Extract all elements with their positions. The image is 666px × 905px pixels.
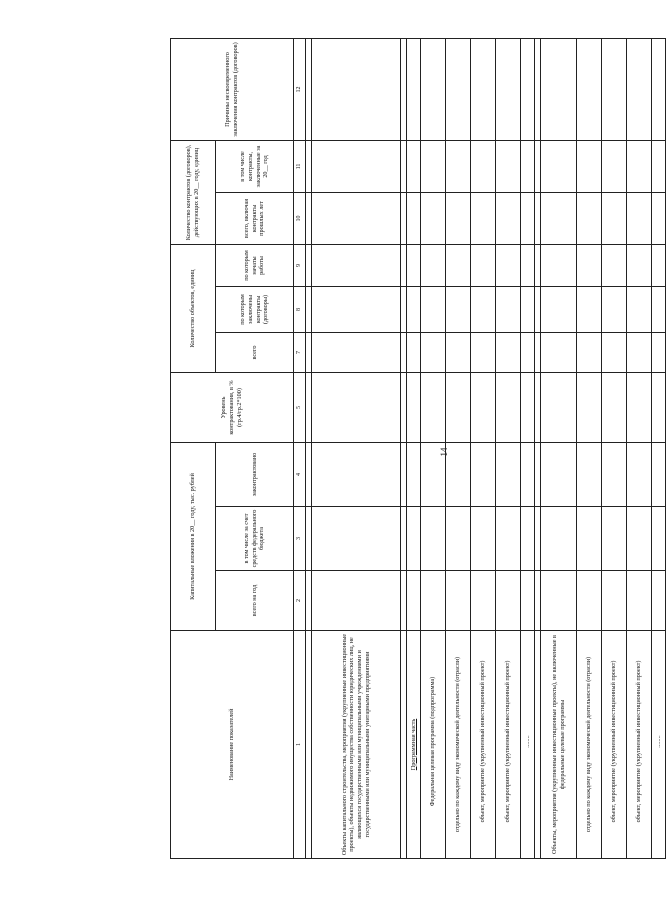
header-capital-contracted: законтрактовано [216, 442, 294, 506]
table-row [602, 38, 627, 858]
row-label: Объекты капитального строительства, мероприятия (укрупненные инвестиционные проекты), объекты недвижимого имущества собственности юридических лиц, не являющихся государственными или муниципальными учреждениями и государственными или муниципальными унитарными предприятиями [312, 631, 401, 859]
col-number: 7 [294, 332, 306, 372]
header-contracts-group: Количество контрактов (договоров), действующих в 20__ году, единиц [171, 140, 216, 244]
contracts-table [170, 38, 666, 859]
rotated-table-container [170, 39, 662, 859]
header-contracts-year: в том числе контракты, заключенные за 20__ год [216, 140, 294, 192]
column-number-row [294, 38, 306, 858]
header-objects-total: всего [216, 332, 294, 372]
header-objects-contracts: по которым заключены контракты (договоры) [216, 286, 294, 332]
table-row [407, 38, 421, 858]
header-name: Наименование показателей [171, 631, 294, 859]
row-label: отдельно по каждому виду экономической деятельности (отрасли) [577, 631, 602, 859]
header-capital-group: Капитальные вложения в 20__ году, тыс. рублей [171, 442, 216, 630]
row-label: Федеральная целевая программа (подпрограмма) [421, 631, 446, 859]
col-number: 2 [294, 571, 306, 631]
table-row [421, 38, 446, 858]
col-number: 10 [294, 192, 306, 244]
row-label: объект, мероприятие (укрупненный инвестиционный проект) [471, 631, 496, 859]
row-label: объект, мероприятие (укрупненный инвестиционный проект) [602, 631, 627, 859]
header-level: Уровень контрактования, в % (гр.4/гр.2*100) [171, 372, 294, 442]
col-number: 11 [294, 140, 306, 192]
table-row [541, 38, 577, 858]
col-number: 5 [294, 372, 306, 442]
table-row [627, 38, 652, 858]
header-objects-work: по которым начаты работы [216, 244, 294, 286]
header-contracts-total: всего, включая контракты прошлых лет [216, 192, 294, 244]
table-row [577, 38, 602, 858]
col-number: 12 [294, 38, 306, 140]
col-number: 8 [294, 286, 306, 332]
row-label: объект, мероприятие (укрупненный инвестиционный проект) [627, 631, 652, 859]
row-label: ........ [652, 631, 666, 859]
table-row [312, 38, 401, 858]
header-capital-total: всего на год [216, 571, 294, 631]
row-label: Программная часть [407, 631, 421, 859]
page-number: 14 [439, 447, 449, 457]
header-objects-group: Количество объектов, единиц [171, 244, 216, 372]
table-stage [170, 39, 662, 859]
table-row [446, 38, 471, 858]
table-row [521, 38, 535, 858]
row-label: объект, мероприятие (укрупненный инвестиционный проект) [496, 631, 521, 859]
header-capital-federal: в том числе за счет средств федерального бюджета [216, 507, 294, 571]
col-number: 1 [294, 631, 306, 859]
table-row [496, 38, 521, 858]
col-number: 4 [294, 442, 306, 506]
header-reasons: Причины несвоевременного заключения контрактов (договоров) [171, 38, 294, 140]
row-label: ........ [521, 631, 535, 859]
row-label: Объекты, мероприятия (укрупненные инвестиционные проекты), не включенные в федеральные целевые программы [541, 631, 577, 859]
col-number: 9 [294, 244, 306, 286]
table-row [652, 38, 666, 858]
row-label: отдельно по каждому виду экономической деятельности (отрасли) [446, 631, 471, 859]
table-row [471, 38, 496, 858]
col-number: 3 [294, 507, 306, 571]
